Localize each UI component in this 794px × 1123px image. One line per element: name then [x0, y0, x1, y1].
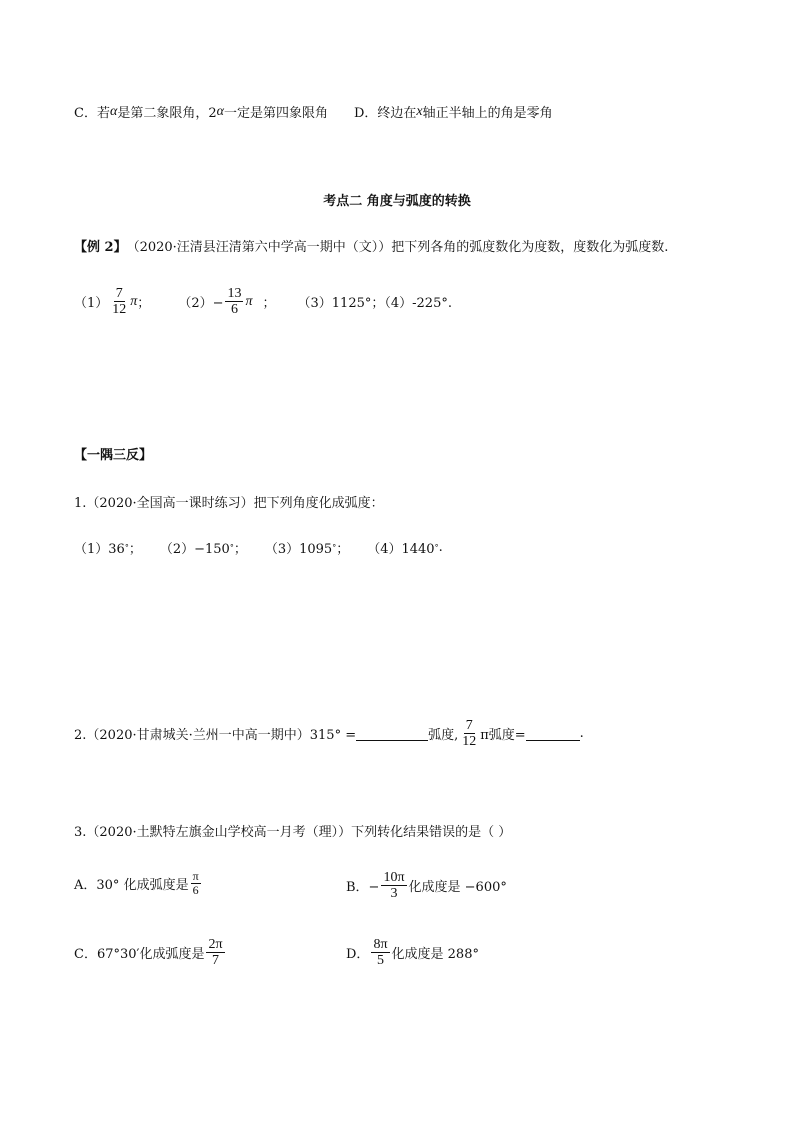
q1-answers [74, 538, 443, 557]
fraction-denominator: 5 [376, 953, 384, 969]
option-d-label: D． [346, 947, 370, 963]
option-c-text1: 是第二象限角，2 [117, 106, 217, 121]
section-title: 考点二 角度与弧度的转换 [323, 194, 471, 209]
x-symbol: x [416, 103, 423, 119]
option-a-label: A．30° 化成弧度是 [74, 878, 189, 894]
fraction-numerator: 13 [227, 286, 242, 301]
option-c-label: C．67°30′化成弧度是 [74, 947, 205, 963]
period: . [579, 726, 584, 742]
option-d-label: D．终边在 [353, 106, 417, 121]
separator: ； [262, 296, 276, 312]
q2-mid: 弧度, [428, 728, 459, 744]
q1-item2: （2）−150 [159, 542, 230, 557]
q3-option-d [346, 937, 479, 969]
option-c-text2: 一定是第四象限角 [223, 106, 328, 121]
q3-option-b [346, 870, 507, 902]
option-c-prefix: C．若 [74, 106, 110, 121]
items-3-4: （3）1125°；（4）-225°. [297, 296, 452, 312]
q1-stem: 1.（2020·全国高一课时练习）把下列角度化成弧度： [74, 496, 384, 511]
fraction-10pi-3 [381, 870, 406, 902]
fraction-numerator: 7 [465, 718, 473, 733]
fraction-numerator: 2π [208, 937, 223, 952]
q2-after: π弧度= [480, 728, 526, 744]
fraction-denominator: 12 [112, 302, 127, 318]
alpha-symbol: α [216, 103, 224, 119]
degree-mark: ° [332, 543, 337, 552]
separator: ； [137, 296, 151, 312]
q1-item3: （3）1095 [264, 542, 333, 557]
fraction-denominator: 12 [462, 734, 477, 750]
option-b-text: 化成度是 −600° [408, 880, 507, 896]
q2-line [74, 718, 584, 750]
fraction-denominator: 3 [390, 886, 398, 902]
q3-stem: 3.（2020·土默特左旗金山学校高一月考（理））下列转化结果错误的是（ ） [74, 825, 512, 840]
example-header [74, 236, 668, 255]
q3-option-a [74, 870, 203, 897]
separator: ； [128, 542, 142, 557]
practice-heading: 【一隅三反】 [74, 448, 153, 463]
fraction-2pi-7 [206, 937, 224, 969]
fraction-numerator: 8π [373, 937, 388, 952]
fraction-denominator: 7 [212, 953, 220, 969]
item1-label: （1） [74, 296, 109, 312]
example-tag: 【例 2】 [74, 240, 127, 255]
separator: ； [233, 542, 247, 557]
answer-blank[interactable] [356, 726, 428, 741]
fraction-13-6 [225, 286, 243, 318]
degree-mark: ° [229, 543, 234, 552]
item2-label: （2）− [178, 296, 224, 312]
fraction-numerator: 7 [115, 286, 123, 301]
q3-option-c [74, 937, 227, 969]
separator: ； [336, 542, 350, 557]
pi-symbol: π [130, 293, 138, 309]
fraction-numerator: π [192, 869, 199, 883]
q1-item4: （4）1440 [367, 542, 435, 557]
fraction-numerator: 10π [383, 870, 405, 885]
fraction-denominator: 6 [230, 302, 238, 318]
fraction-7-12 [460, 718, 478, 750]
option-d-text: 轴正半轴上的角是零角 [422, 106, 553, 121]
option-b-label: B．− [346, 880, 380, 896]
fraction-denominator: 6 [192, 883, 199, 898]
q2-stem: 2.（2020·甘肃城关·兰州一中高一期中）315° = [74, 728, 357, 744]
option-d-text: 化成度是 288° [391, 947, 479, 963]
alpha-symbol: α [109, 103, 118, 119]
option-c-d-line [74, 102, 553, 121]
answer-blank[interactable] [526, 726, 580, 741]
fraction-pi-6 [191, 870, 201, 897]
q1-item1: （1）36 [74, 542, 125, 557]
example-items [74, 286, 452, 318]
example-source: （2020·汪清县汪清第六中学高一期中（文））把下列各角的弧度数化为度数，度数化为弧度数. [126, 240, 669, 255]
pi-symbol: π [245, 293, 253, 309]
fraction-7-12 [110, 286, 128, 318]
degree-mark: ° [434, 543, 439, 552]
fraction-8pi-5 [371, 937, 389, 969]
period: . [438, 540, 443, 555]
degree-mark: ° [124, 543, 129, 552]
